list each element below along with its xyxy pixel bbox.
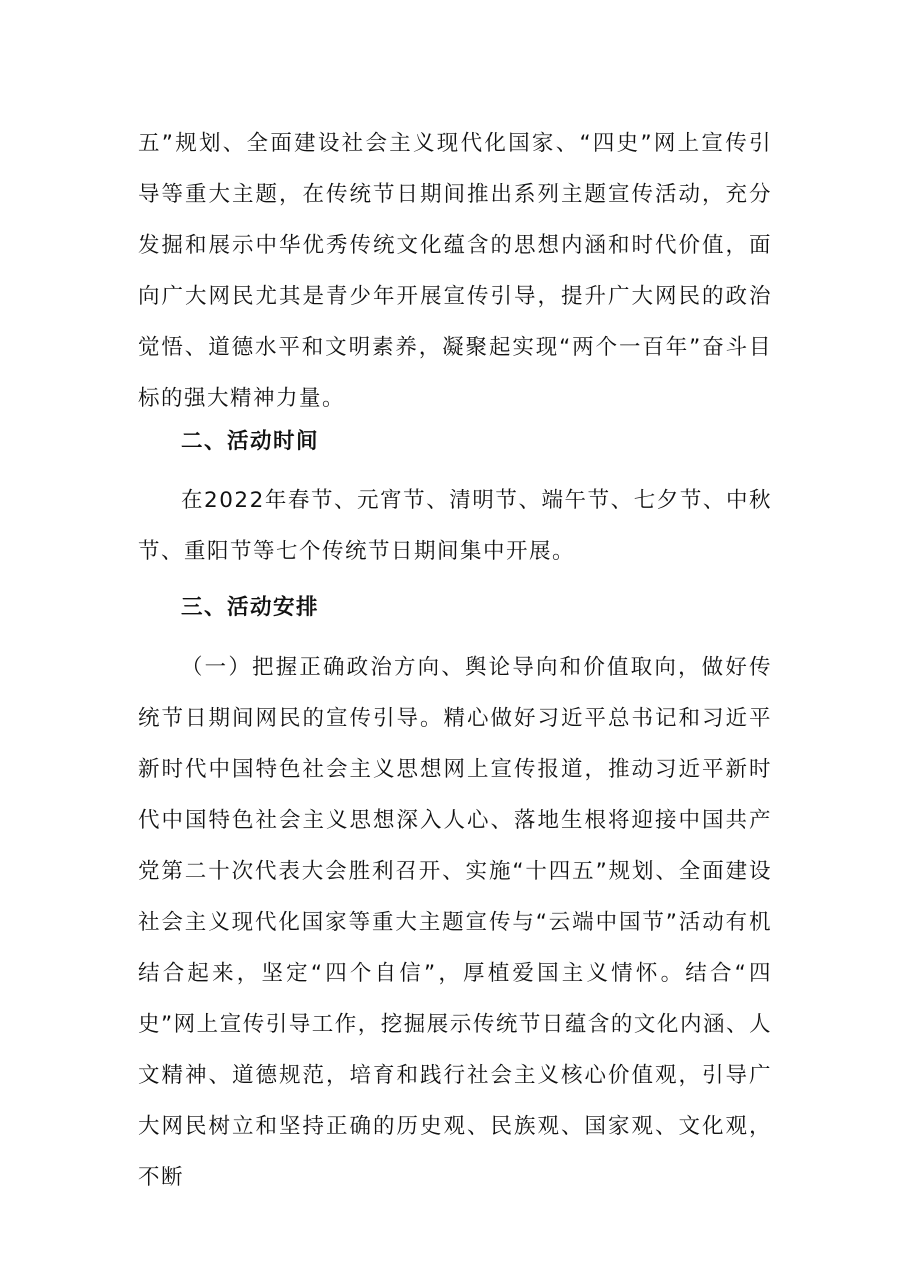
body-paragraph-activity-time: 在2022年春节、元宵节、清明节、端午节、七夕节、中秋节、重阳节等七个传统节日期间集中开展。 [138, 488, 772, 564]
section-heading-activity-arrangement: 三、活动安排 [181, 595, 320, 620]
body-paragraph-arrangement-1: （一）把握正确政治方向、舆论导向和价值取向，做好传统节日期间网民的宣传引导。精心做好习近平总书记和习近平新时代中国特色社会主义思想网上宣传报道，推动习近平新时代中国特色社会主义思想深入人心、落地生根将迎接中国共产党第二十次代表大会胜利召开、实施“十四五”规划、全面建设社会主义现代化国家等重大主题宣传与“云端中国节”活动有机结合起来，坚定“四个自信”，厚植爱国主义情怀。结合“四史”网上宣传引导工作，挖掘展示传统节日蕴含的文化内涵、人文精神、道德规范，培育和践行社会主义核心价值观，引导广大网民树立和坚持正确的历史观、民族观、国家观、文化观，不断 [138, 655, 772, 1190]
body-paragraph-continued: 五”规划、全面建设社会主义现代化国家、“四史”网上宣传引导等重大主题，在传统节日期间推出系列主题宣传活动，充分发掘和展示中华优秀传统文化蕴含的思想内涵和时代价值，面向广大网民尤其是青少年开展宣传引导，提升广大网民的政治觉悟、道德水平和文明素养，凝聚起实现“两个一百年”奋斗目标的强大精神力量。 [138, 131, 772, 411]
section-heading-activity-time: 二、活动时间 [181, 429, 320, 454]
